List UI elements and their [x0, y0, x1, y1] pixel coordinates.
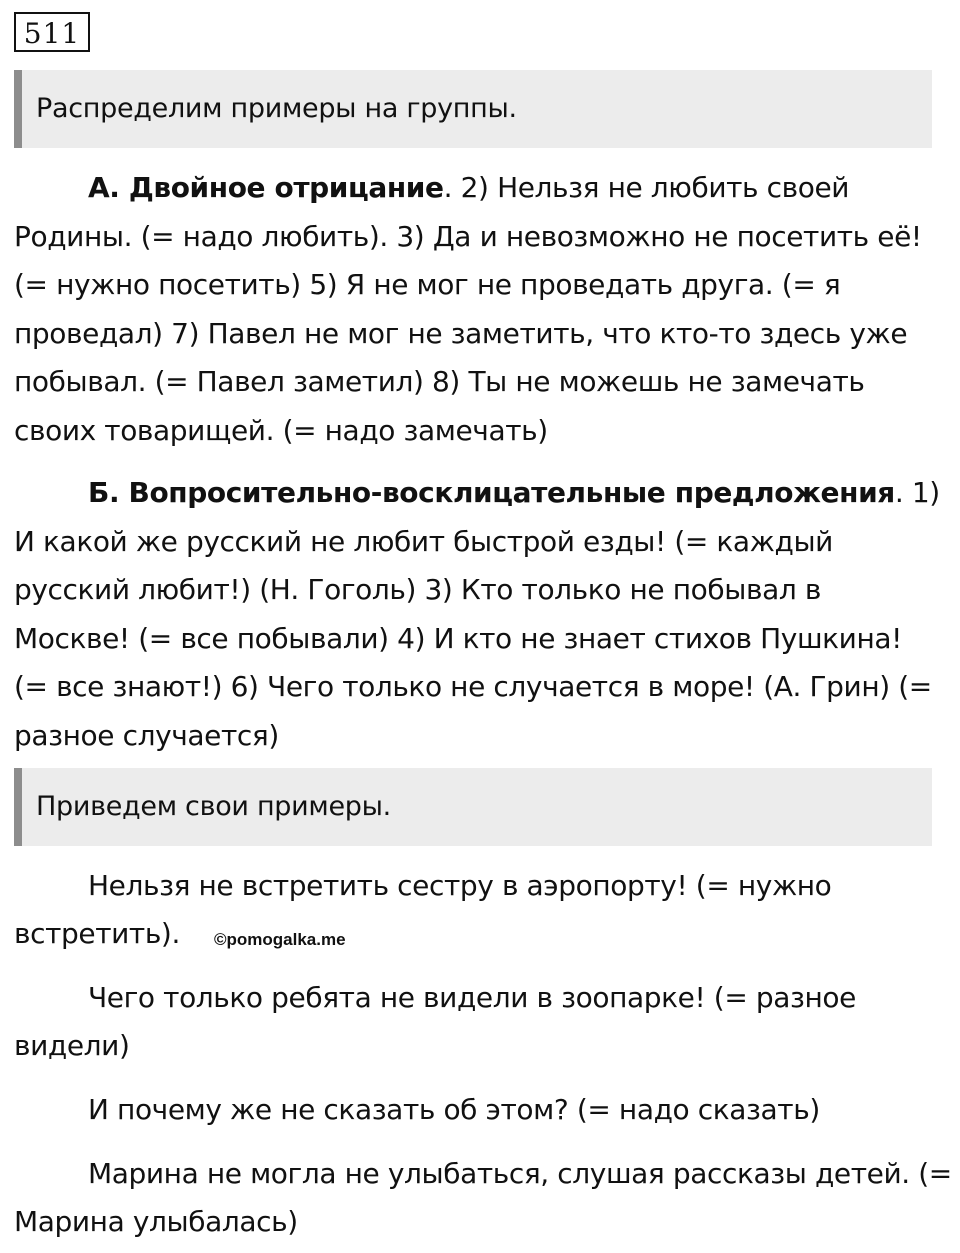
section-header-groups: Распределим примеры на группы. — [14, 70, 932, 148]
group-a-paragraph — [14, 164, 940, 455]
group-b-text: . 1) И какой же русский не любит быстрой езды! (= каждый русский любит!) (Н. Гоголь) 3) Кто только не побывал в Москве! (= все побывали) 4) И кто не знает стихов Пушкина! (= все знают!) 6) Чего только не случается в море! (А. Грин) (= разное случается) — [14, 476, 940, 752]
group-b-paragraph — [14, 469, 940, 760]
group-a-title: А. Двойное отрицание — [88, 171, 444, 204]
group-a-text: . 2) Нельзя не любить своей Родины. (= надо любить). 3) Да и невозможно не посетить её! (= нужно посетить) 5) Я не мог не проведать друга. (= я проведал) 7) Павел не мог не заметить, что кто-то здесь уже побывал. (= Павел заметил) 8) Ты не можешь не замечать своих товарищей. (= надо замечать) — [14, 171, 922, 447]
example-item: Чего только ребята не видели в зоопарке! (= разное видели) — [14, 981, 856, 1062]
group-b-title: Б. Вопросительно-восклицательные предложения — [88, 476, 895, 509]
section-header-examples: Приведем свои примеры. — [14, 768, 932, 846]
watermark: ©pomogalka.me — [214, 930, 346, 949]
example-item: Марина не могла не улыбаться, слушая рассказы детей. (= Марина улыбалась) — [14, 1157, 952, 1238]
example-item: Нельзя не встретить сестру в аэропорту! (= нужно встретить). — [14, 869, 832, 950]
example-item: И почему же не сказать об этом? (= надо сказать) — [88, 1093, 820, 1126]
task-number: 511 — [14, 12, 90, 52]
